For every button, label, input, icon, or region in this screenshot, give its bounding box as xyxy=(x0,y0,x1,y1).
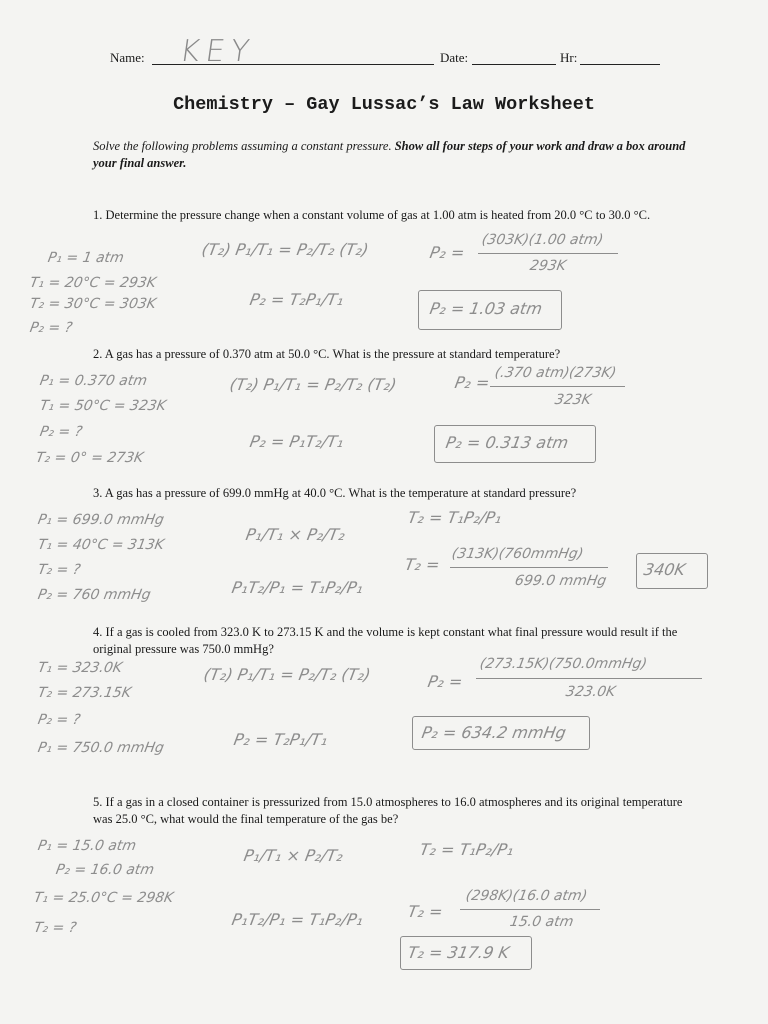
q2-given-1: P₁ = 0.370 atm xyxy=(38,373,149,389)
q4-given-3: P₂ = ? xyxy=(36,712,82,728)
question-4: 4. If a gas is cooled from 323.0 K to 273.15 K and the volume is kept constant what final pressure would result if the original pressure was 750.0 mmHg? xyxy=(93,625,678,656)
q1-calc-numerator: (303K)(1.00 atm) xyxy=(480,232,605,248)
page-title: Chemistry – Gay Lussac’s Law Worksheet xyxy=(173,94,595,115)
q3-equation-2: P₁T₂/P₁ = T₁P₂/P₁ xyxy=(230,578,365,597)
q2-calc-denominator: 323K xyxy=(553,392,593,408)
instructions xyxy=(93,138,693,172)
q4-given-2: T₂ = 273.15K xyxy=(36,685,133,701)
q1-given-4: P₂ = ? xyxy=(28,320,74,336)
q3-given-2: T₁ = 40°C = 313K xyxy=(36,537,166,553)
q5-given-2: P₂ = 16.0 atm xyxy=(54,862,156,878)
q3-calc-numerator: (313K)(760mmHg) xyxy=(450,546,585,562)
name-label: Name: xyxy=(110,50,145,65)
q1-given-2: T₁ = 20°C = 293K xyxy=(28,275,158,291)
q1-equation-2: P₂ = T₂P₁/T₁ xyxy=(248,290,346,309)
q2-answer: P₂ = 0.313 atm xyxy=(444,433,570,452)
q5-answer: T₂ = 317.9 K xyxy=(406,943,511,962)
q4-equation-1: (T₂) P₁/T₁ = P₂/T₂ (T₂) xyxy=(202,665,373,684)
q4-calc-lhs: P₂ = xyxy=(426,672,465,691)
q5-calc-formula: T₂ = T₁P₂/P₁ xyxy=(418,840,516,859)
q2-equation-1: (T₂) P₁/T₁ = P₂/T₂ (T₂) xyxy=(228,375,399,394)
name-value-handwritten: KEY xyxy=(177,34,258,69)
header-line xyxy=(110,34,670,70)
q5-given-1: P₁ = 15.0 atm xyxy=(36,838,138,854)
q2-given-4: T₂ = 0° = 273K xyxy=(34,450,145,466)
q3-calc-lhs: T₂ = xyxy=(403,555,442,574)
q4-fraction-bar xyxy=(476,678,702,679)
q5-calc-denominator: 15.0 atm xyxy=(508,914,575,930)
question-2: 2. A gas has a pressure of 0.370 atm at 50.0 °C. What is the pressure at standard temperature? xyxy=(93,347,561,361)
q4-answer: P₂ = 634.2 mmHg xyxy=(420,723,568,742)
q1-calc-denominator: 293K xyxy=(528,258,568,274)
q1-given-1: P₁ = 1 atm xyxy=(46,250,126,266)
q4-given-4: P₁ = 750.0 mmHg xyxy=(36,740,166,756)
q4-given-1: T₁ = 323.0K xyxy=(36,660,124,676)
instructions-italic: Solve the following problems assuming a constant pressure. xyxy=(93,139,392,153)
q5-fraction-bar xyxy=(460,909,600,910)
q5-given-3: T₁ = 25.0°C = 298K xyxy=(32,890,175,906)
date-label: Date: xyxy=(440,50,469,65)
q4-calc-denominator: 323.0K xyxy=(564,684,617,700)
q3-equation-1: P₁/T₁ ⨯ P₂/T₂ xyxy=(244,525,347,544)
question-5: 5. If a gas in a closed container is pressurized from 15.0 atmospheres to 16.0 atmospheres and its original temperature was 25.0 °C, what would the final temperature of the gas be? xyxy=(93,795,683,826)
q3-calc-denominator: 699.0 mmHg xyxy=(513,573,608,589)
q1-equation-1: (T₂) P₁/T₁ = P₂/T₂ (T₂) xyxy=(200,240,371,259)
q2-given-2: T₁ = 50°C = 323K xyxy=(38,398,168,414)
q1-answer: P₂ = 1.03 atm xyxy=(428,299,544,318)
q3-calc-formula: T₂ = T₁P₂/P₁ xyxy=(406,508,504,527)
q5-calc-lhs: T₂ = xyxy=(406,902,445,921)
q3-given-4: P₂ = 760 mmHg xyxy=(36,587,152,603)
q2-fraction-bar xyxy=(490,386,625,387)
q5-equation-1: P₁/T₁ ⨯ P₂/T₂ xyxy=(242,846,345,865)
q5-given-4: T₂ = ? xyxy=(32,920,78,936)
q1-fraction-bar xyxy=(478,253,618,254)
q2-calc-lhs: P₂ = xyxy=(453,373,492,392)
q3-given-1: P₁ = 699.0 mmHg xyxy=(36,512,166,528)
q3-answer: 340K xyxy=(642,560,687,579)
q1-calc-lhs: P₂ = xyxy=(428,243,467,262)
q4-calc-numerator: (273.15K)(750.0mmHg) xyxy=(478,656,649,672)
hr-line xyxy=(580,64,660,65)
hr-label: Hr: xyxy=(560,50,578,65)
question-1: 1. Determine the pressure change when a constant volume of gas at 1.00 atm is heated from 20.0 °C to 30.0 °C. xyxy=(93,208,651,222)
q2-equation-2: P₂ = P₁T₂/T₁ xyxy=(248,432,346,451)
q5-equation-2: P₁T₂/P₁ = T₁P₂/P₁ xyxy=(230,910,365,929)
q4-equation-2: P₂ = T₂P₁/T₁ xyxy=(232,730,330,749)
date-line xyxy=(472,64,556,65)
instructions-bold: Show all four steps of your work and draw a box around your final answer. xyxy=(93,139,686,170)
q1-given-3: T₂ = 30°C = 303K xyxy=(28,296,158,312)
q3-fraction-bar xyxy=(450,567,608,568)
q2-given-3: P₂ = ? xyxy=(38,424,84,440)
question-3: 3. A gas has a pressure of 699.0 mmHg at 40.0 °C. What is the temperature at standard pressure? xyxy=(93,486,577,500)
q5-calc-numerator: (298K)(16.0 atm) xyxy=(464,888,589,904)
q3-given-3: T₂ = ? xyxy=(36,562,82,578)
q2-calc-numerator: (.370 atm)(273K) xyxy=(493,365,618,381)
